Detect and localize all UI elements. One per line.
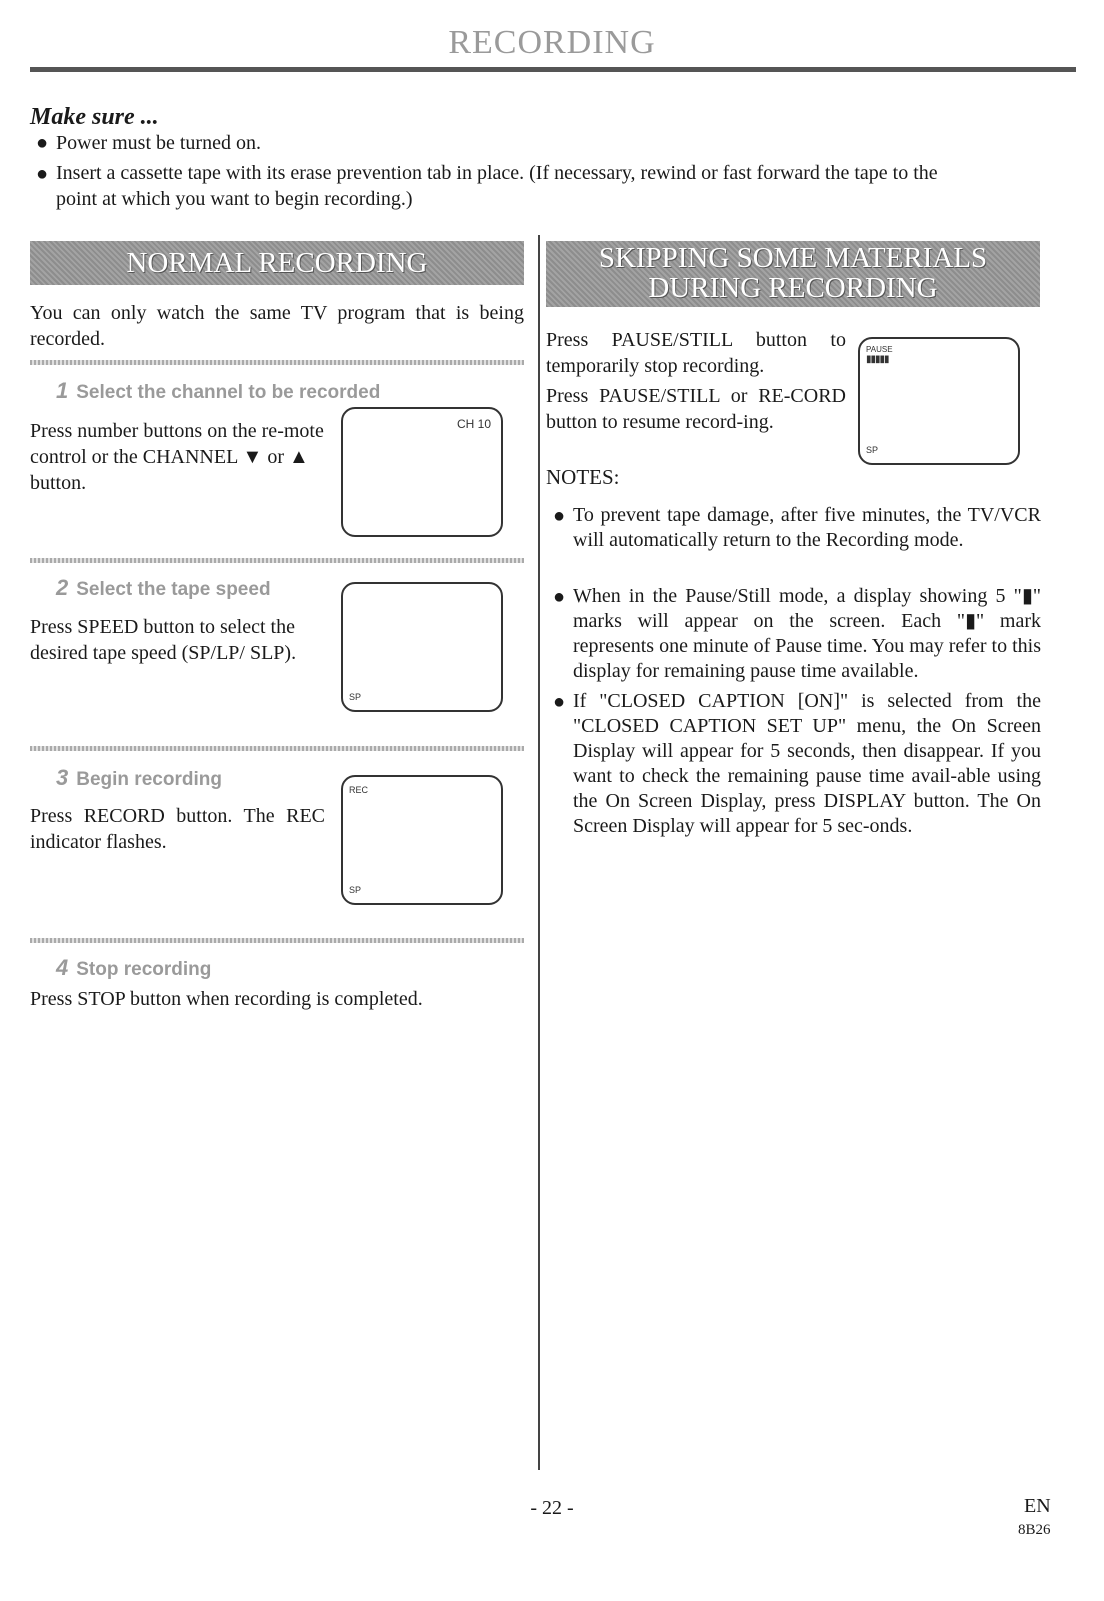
- skip-text-2: Press PAUSE/STILL or RE-CORD button to resume record-ing.: [546, 385, 846, 433]
- step-4-heading: 4 Stop recording: [56, 955, 212, 980]
- language-label: EN: [1024, 1495, 1051, 1517]
- bullet-icon: ●: [553, 505, 566, 527]
- step-divider: [30, 938, 524, 943]
- pause-indicator: PAUSE: [866, 345, 893, 354]
- step-1-text: Press number buttons on the re-mote control or the CHANNEL ▼ or ▲ button.: [30, 420, 324, 494]
- speed-indicator: SP: [349, 885, 362, 895]
- bullet-icon: ●: [36, 163, 49, 185]
- normal-intro: You can only watch the same TV program that is being recorded.: [30, 302, 524, 350]
- step-divider: [30, 746, 524, 751]
- skip-text-1: Press PAUSE/STILL button to temporarily stop recording.: [546, 329, 846, 377]
- step-4-text: Press STOP button when recording is completed.: [30, 988, 423, 1010]
- pause-marks: ▮▮▮▮▮: [866, 354, 889, 365]
- make-sure-heading: Make sure ...: [30, 104, 159, 130]
- tv-screen-pause: [858, 337, 1020, 465]
- speed-indicator: SP: [866, 445, 879, 455]
- skipping-banner: SKIPPING SOME MATERIALS DURING RECORDING: [546, 241, 1040, 307]
- bullet-icon: ●: [553, 691, 566, 713]
- page-code: 8B26: [1018, 1522, 1051, 1538]
- page-title: RECORDING: [448, 24, 656, 61]
- step-3-heading: 3 Begin recording: [56, 765, 222, 790]
- notes-heading: NOTES:: [546, 465, 620, 489]
- step-2-text: Press SPEED button to select the desired tape speed (SP/LP/ SLP).: [30, 616, 297, 664]
- step-divider: [30, 558, 524, 563]
- tv-screen-speed: [341, 582, 503, 712]
- step-1-heading: 1 Select the channel to be recorded: [56, 378, 381, 403]
- channel-indicator: CH 10: [456, 417, 491, 431]
- step-divider: [30, 360, 524, 365]
- tv-screen-channel: [341, 407, 503, 537]
- page-number: - 22 -: [530, 1497, 574, 1519]
- bullet-icon: ●: [36, 132, 49, 154]
- step-3-text: Press RECORD button. The REC indicator flashes.: [30, 805, 325, 853]
- make-sure-bullet-2-line-2: point at which you want to begin recording.): [56, 188, 413, 210]
- tv-screen-record: [341, 775, 503, 905]
- make-sure-bullet-1: Power must be turned on.: [56, 132, 261, 154]
- normal-recording-banner: NORMAL RECORDING: [30, 241, 524, 285]
- speed-indicator: SP: [349, 692, 362, 702]
- step-2-heading: 2 Select the tape speed: [56, 575, 271, 600]
- title-rule: [30, 67, 1076, 72]
- column-divider: [538, 235, 540, 1470]
- rec-indicator: REC: [349, 785, 369, 795]
- bullet-icon: ●: [553, 586, 566, 608]
- make-sure-bullet-2-line-1: Insert a cassette tape with its erase prevention tab in place. (If necessary, rewind or fast forward the tape to the: [56, 162, 938, 184]
